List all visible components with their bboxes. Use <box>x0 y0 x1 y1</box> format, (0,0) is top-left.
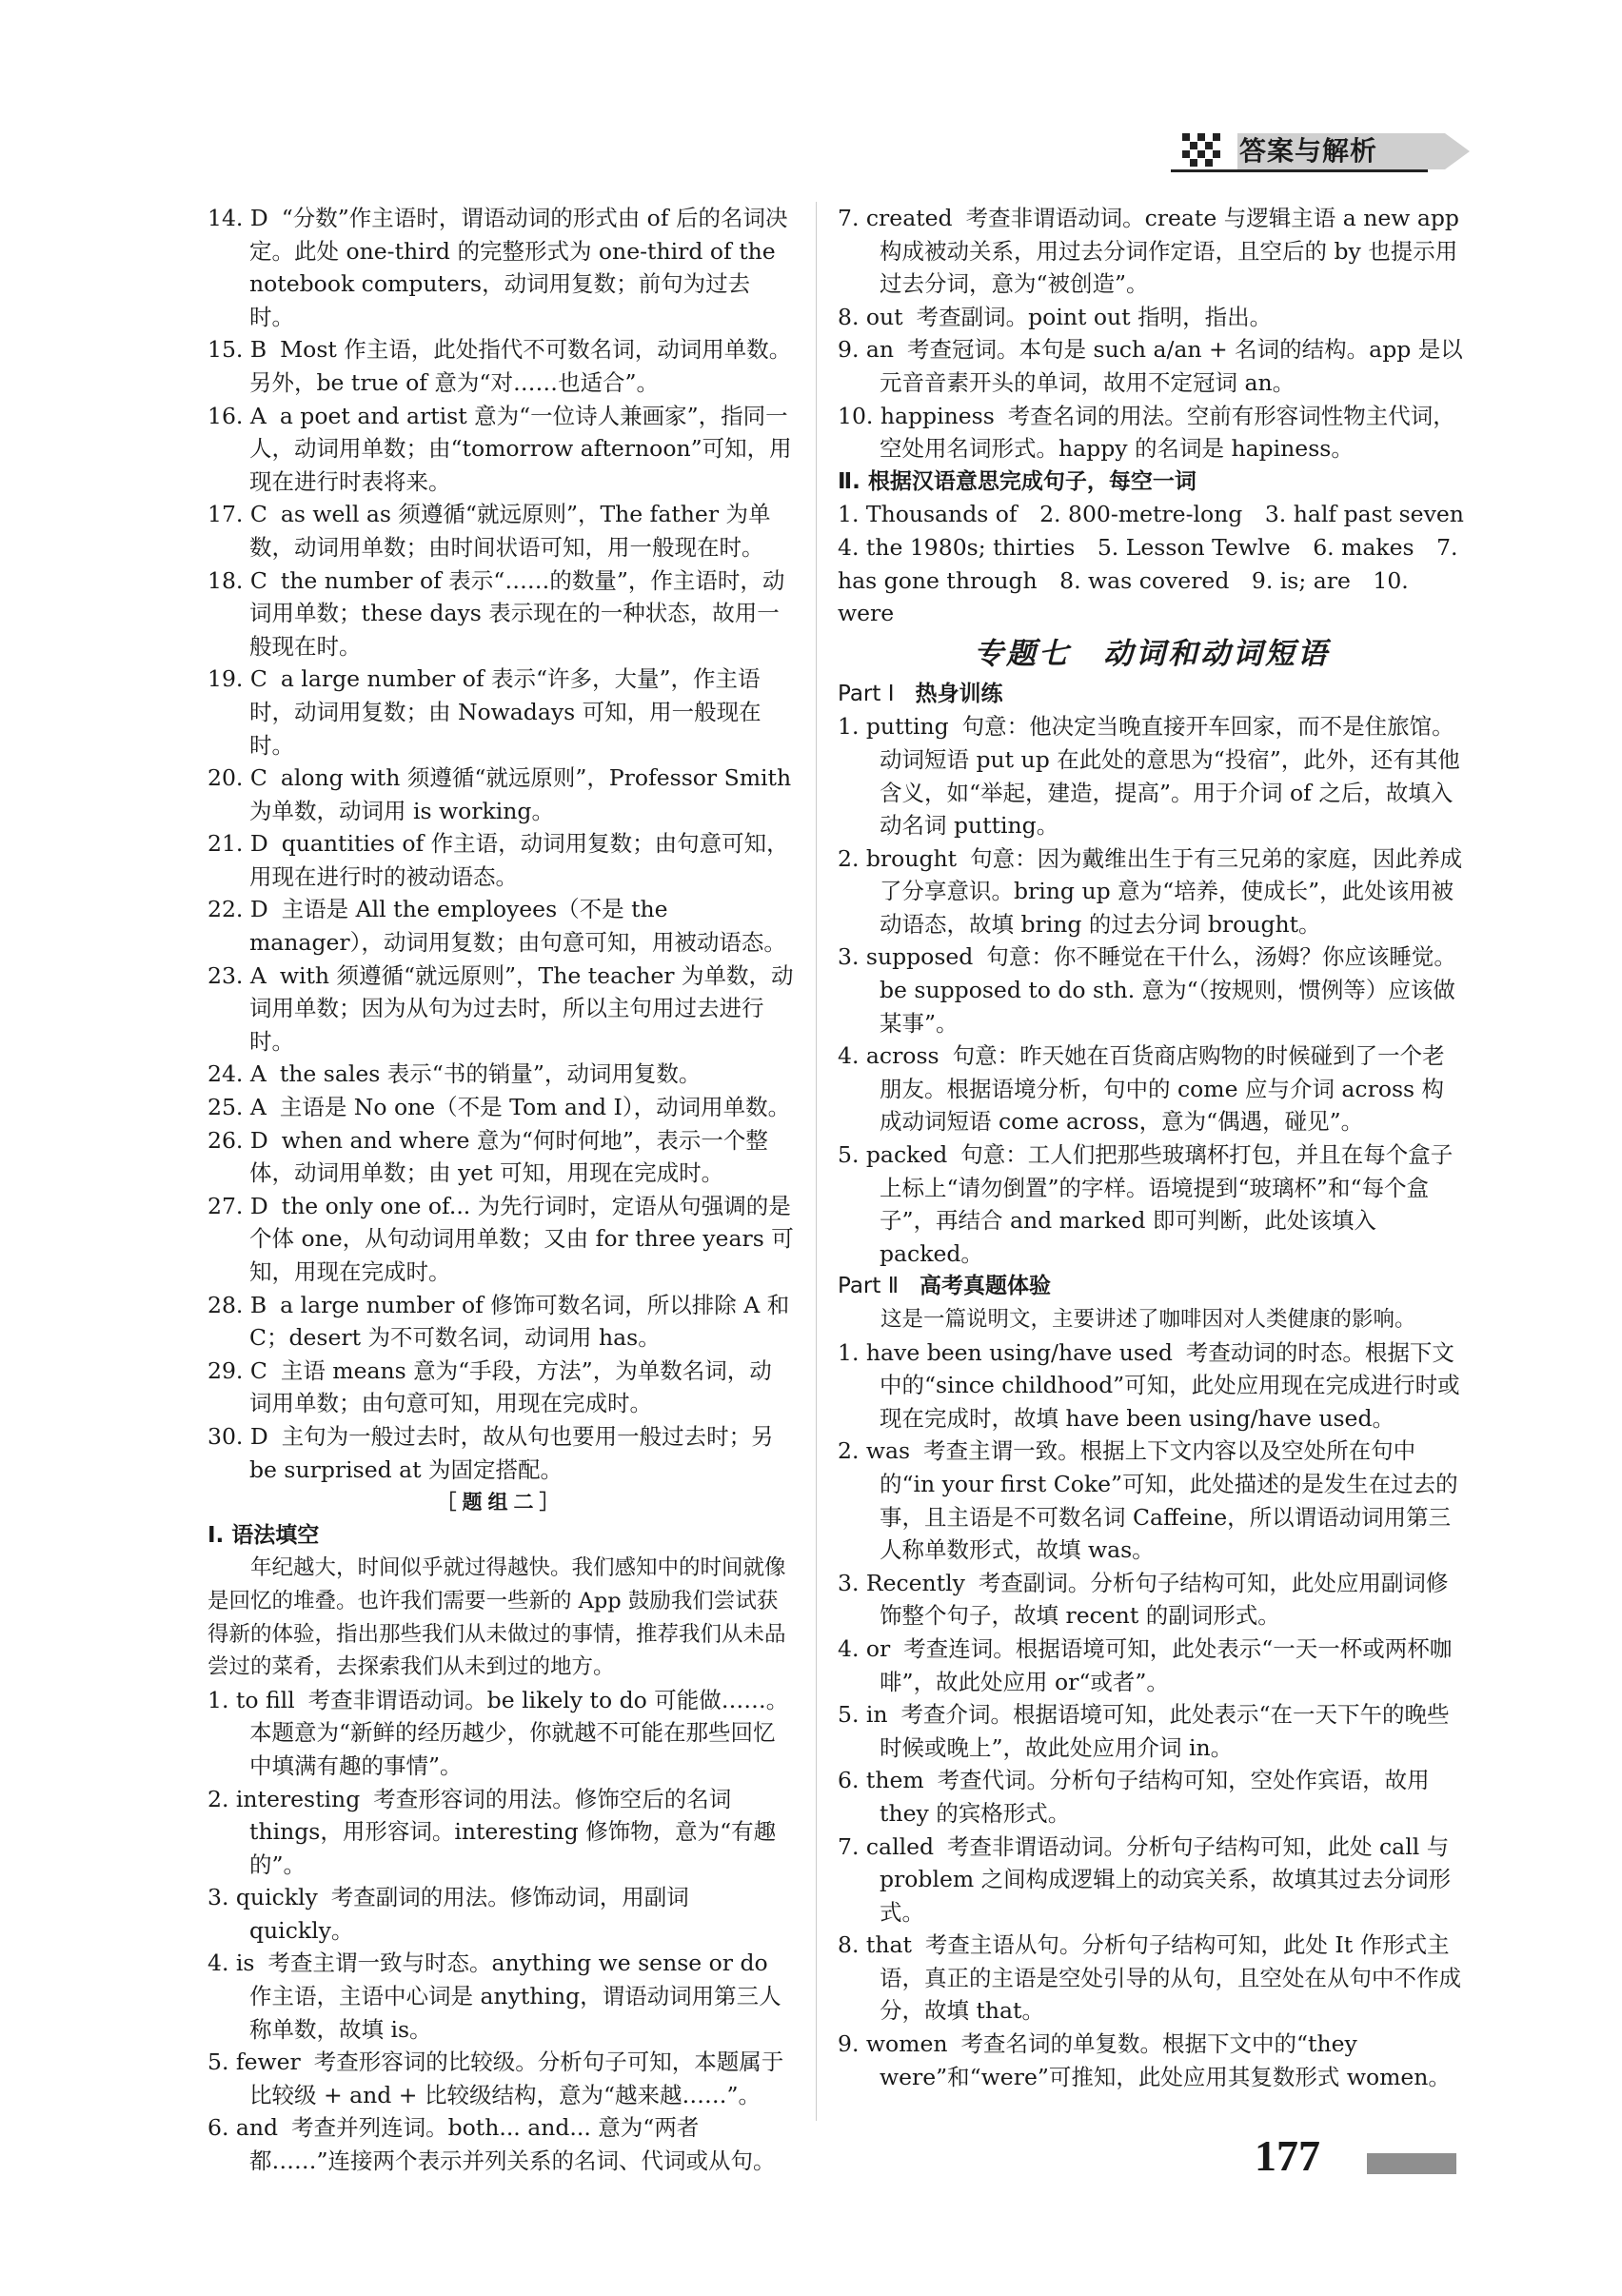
answer-explanation: as well as 须遵循“就远原则”，The father 为单数，动词用单数；由时间状语可知，用一般现在时。 <box>249 501 771 561</box>
completion-answers: 1. Thousands of 2. 800-metre-long 3. half past seven 4. the 1980s; thirties 5. Lesson Tewlve 6. makes 7. has gone through 8. was covered 9. is; are 10. were <box>838 501 1487 627</box>
answer-key: 21. D <box>208 830 268 858</box>
answer-item <box>208 827 794 893</box>
answer-item <box>838 1764 1466 1830</box>
answer-explanation: 考查并列连词。both... and... 意为“两者都……”连接两个表示并列关系的名词、代词或从句。 <box>249 2114 776 2175</box>
answer-explanation: the number of 表示“……的数量”，作主语时，动词用单数；these days 表示现在的一种状态，故用一般现在时。 <box>249 566 785 660</box>
answer-key: 18. C <box>208 566 267 594</box>
answer-key: 28. B <box>208 1291 267 1318</box>
answer-key: 29. C <box>208 1356 267 1384</box>
answer-item <box>208 1684 794 1783</box>
part-2-heading <box>838 1270 1466 1303</box>
answer-item <box>838 301 1466 334</box>
passage-summary: 年纪越大，时间似乎就过得越快。我们感知中的时间就像是回忆的堆叠。也许我们需要一些新的 App 鼓励我们尝试获得新的体验，指出那些我们从未做过的事情，推荐我们从未品尝过的菜肴，去探索我们从未到过的地方。 <box>208 1555 786 1680</box>
answer-item <box>838 333 1466 399</box>
answer-key: 6. and <box>208 2114 279 2142</box>
section-heading-completion: Ⅱ. 根据汉语意思完成句子，每空一词 <box>838 468 1197 494</box>
answer-key: 5. packed <box>838 1141 948 1169</box>
answer-key: 4. is <box>208 1950 255 1977</box>
answer-item <box>838 1698 1466 1764</box>
answer-item <box>838 1831 1466 1930</box>
answer-item <box>838 940 1466 1039</box>
answer-explanation: a large number of 表示“许多，大量”，作主语时，动词用复数；由 Nowadays 可知，用一般现在时。 <box>249 665 762 759</box>
answer-item <box>208 333 794 399</box>
answer-key: 15. B <box>208 336 267 364</box>
answer-key: 6. them <box>838 1767 924 1794</box>
answer-item <box>208 2046 794 2111</box>
answer-explanation: 主语是 All the employees（不是 the manager），动词用复数；由句意可知，用被动语态。 <box>249 896 786 957</box>
answer-item <box>208 1355 794 1420</box>
answer-item <box>838 1039 1466 1138</box>
answer-key: 4. or <box>838 1634 891 1662</box>
answer-explanation: 句意：昨天她在百货商店购物的时候碰到了一个老朋友。根据语境分析，句中的 come 应与介词 across 构成动词短语 come across，意为“偶遇，碰见”。 <box>880 1042 1445 1136</box>
answer-key: 22. D <box>208 896 268 923</box>
answer-explanation: when and where 意为“何时何地”，表示一个整体，动词用单数；由 yet 可知，用现在完成时。 <box>249 1126 768 1187</box>
answer-explanation: 考查形容词的比较级。分析句子可知，本题属于比较级 + and + 比较级结构，意为“越来越……”。 <box>249 2049 784 2108</box>
answer-explanation: quantities of 作主语，动词用复数；由句意可知，用现在进行时的被动语态。 <box>249 830 789 890</box>
answer-item <box>208 1190 794 1289</box>
section-heading-grammar: Ⅰ. 语法填空 <box>208 1522 320 1548</box>
answer-explanation: a large number of 修饰可数名词，所以排除 A 和 C；desert 为不可数名词，动词用 has。 <box>249 1291 790 1352</box>
answer-explanation: 主语 means 意为“手段，方法”，为单数名词，动词用单数；由句意可知，用现在完成时。 <box>249 1356 772 1417</box>
answer-explanation: 主语是 No one（不是 Tom and I），动词用单数。 <box>279 1094 791 1121</box>
answer-explanation: 考查副词。分析句子结构可知，此处应用副词修饰整个句子，故填 recent 的副词形式。 <box>880 1569 1449 1630</box>
answer-item <box>838 2028 1466 2093</box>
answer-item <box>838 1567 1466 1633</box>
part-2-label: Part Ⅱ <box>838 1274 900 1299</box>
answer-key: 26. D <box>208 1126 268 1154</box>
answer-explanation: 考查代词。分析句子结构可知，空处作宾语，故用 they 的宾格形式。 <box>880 1767 1430 1827</box>
header-rule <box>1171 169 1428 172</box>
answer-key: 4. across <box>838 1042 940 1070</box>
answer-explanation: 考查连词。根据语境可知，此处表示“一天一杯或两杯咖啡”，故此处应用 or“或者”。 <box>880 1634 1453 1695</box>
answer-explanation: along with 须遵循“就远原则”，Professor Smith 为单数，动词用 is working。 <box>249 764 792 824</box>
answer-explanation: the sales 表示“书的销量”，动词用复数。 <box>279 1060 702 1088</box>
answer-key: 3. supposed <box>838 943 974 971</box>
answer-key: 2. was <box>838 1437 911 1465</box>
answer-key: 17. C <box>208 501 267 528</box>
column-divider <box>816 202 817 2121</box>
answer-item <box>838 1633 1466 1698</box>
part-1-title: 热身训练 <box>915 681 1003 706</box>
answer-explanation: 考查冠词。本句是 such a/an + 名词的结构。app 是以元音音素开头的单词，故用不定冠词 an。 <box>880 336 1463 396</box>
answer-item <box>208 1881 794 1947</box>
answer-explanation: 考查非谓语动词。be likely to do 可能做……。本题意为“新鲜的经历越少，你就越不可能在那些回忆中填满有趣的事情”。 <box>249 1686 789 1779</box>
answer-explanation: 考查名词的单复数。根据下文中的“they were”和“were”可推知，此处应用其复数形式 women。 <box>880 2030 1451 2090</box>
answer-item <box>208 1420 794 1486</box>
answer-item <box>838 1929 1466 2028</box>
answer-key: 23. A <box>208 961 267 989</box>
answer-key: 9. an <box>838 336 895 364</box>
answer-explanation: 主句为一般过去时，故从句也要用一般过去时；另 be surprised at 为固定搭配。 <box>249 1422 774 1483</box>
header-title: 答案与解析 <box>1239 135 1378 167</box>
left-column <box>208 202 794 2178</box>
answer-list-3 <box>838 202 1466 465</box>
answer-key: 2. interesting <box>208 1785 361 1812</box>
part-1-heading <box>838 678 1466 711</box>
answer-key: 5. fewer <box>208 2049 301 2076</box>
answer-key: 5. in <box>838 1701 888 1729</box>
answer-explanation: 句意：因为戴维出生于有三兄弟的家庭，因此养成了分享意识。bring up 意为“培养，使成长”，此处该用被动语态，故填 bring 的过去分词 brought。 <box>880 844 1463 938</box>
answer-explanation: 考查主谓一致与时态。anything we sense or do 作主语，主语中心词是 anything，谓语动词用第三人称单数，故填 is。 <box>249 1950 781 2043</box>
answer-item <box>838 202 1466 301</box>
answer-explanation: 句意：你不睡觉在干什么，汤姆？你应该睡觉。be supposed to do sth. 意为“（按规则，惯例等）应该做某事”。 <box>880 943 1456 1037</box>
answer-explanation: 考查主语从句。分析句子结构可知，此处 It 作形式主语，真正的主语是空处引导的从句，且空处在从句中不作成分，故填 that。 <box>880 1931 1461 2025</box>
answer-key: 9. women <box>838 2030 948 2058</box>
answer-item <box>838 400 1466 465</box>
answer-item <box>838 1336 1466 1435</box>
answer-item <box>208 1947 794 2046</box>
answer-item <box>208 1124 794 1190</box>
answer-key: 1. to fill <box>208 1686 295 1713</box>
answer-explanation: with 须遵循“就远原则”，The teacher 为单数，动词用单数；因为从句为过去时，所以主句用过去进行时。 <box>249 961 794 1055</box>
answer-key: 3. Recently <box>838 1569 965 1596</box>
answer-explanation: Most 作主语，此处指代不可数名词，动词用单数。另外，be true of 意为“对……也适合”。 <box>249 336 792 396</box>
answer-item <box>208 400 794 499</box>
answer-item <box>208 762 794 827</box>
answer-key: 2. brought <box>838 844 958 872</box>
answer-explanation: 句意：工人们把那些玻璃杯打包，并且在每个盒子上标上“请勿倒置”的字样。语境提到“玻璃杯”和“每个盒子”，再结合 and marked 即可判断，此处该填入 packed。 <box>880 1141 1454 1267</box>
answer-key: 10. happiness <box>838 402 995 429</box>
answer-item <box>208 202 794 333</box>
answer-item <box>838 842 1466 941</box>
answer-list-4 <box>838 710 1466 1270</box>
answer-explanation: 考查非谓语动词。分析句子结构可知，此处 call 与 problem 之间构成逻辑上的动宾关系，故填其过去分词形式。 <box>880 1832 1452 1926</box>
answer-explanation: 考查介词。根据语境可知，此处表示“在一天下午的晚些时候或晚上”，故此处应用介词 in。 <box>880 1701 1450 1761</box>
right-column <box>838 202 1487 2093</box>
answer-item <box>208 1091 794 1124</box>
part-1-label: Part Ⅰ <box>838 681 895 706</box>
answer-key: 25. A <box>208 1094 267 1121</box>
page-number-bar <box>1367 2153 1456 2174</box>
answer-key: 16. A <box>208 402 267 429</box>
topic-title: 专题七 动词和动词短语 <box>974 636 1330 671</box>
passage-summary-2: 这是一篇说明文，主要讲述了咖啡因对人类健康的影响。 <box>880 1307 1416 1332</box>
answer-item <box>838 1435 1466 1566</box>
answer-list-2 <box>208 1684 794 2178</box>
answer-key: 14. D <box>208 205 268 231</box>
answer-key: 1. putting <box>838 713 949 741</box>
group-label: ［题组二］ <box>436 1491 565 1514</box>
answer-explanation: 考查动词的时态。根据下文中的“since childhood”可知，此处应用现在完成进行时或现在完成时，故填 have been using/have used。 <box>880 1338 1460 1432</box>
answer-explanation: 句意：他决定当晚直接开车回家，而不是住旅馆。动词短语 put up 在此处的意思为“投宿”，此外，还有其他含义，如“举起，建造，提高”。用于介词 of 之后，故填入动名词 putting。 <box>880 713 1460 840</box>
answer-explanation: 考查副词的用法。修饰动词，用副词 quickly。 <box>249 1884 689 1944</box>
answer-item <box>838 710 1466 841</box>
answer-explanation: 考查非谓语动词。create 与逻辑主语 a new app 构成被动关系，用过去分词作定语，且空后的 by 也提示用过去分词，意为“被创造”。 <box>880 205 1459 298</box>
answer-item <box>208 960 794 1059</box>
page-number: 177 <box>1255 2131 1320 2180</box>
part-2-title: 高考真题体验 <box>920 1274 1052 1299</box>
answer-item <box>208 2111 794 2177</box>
answer-item <box>208 1289 794 1355</box>
answer-item <box>838 1138 1466 1270</box>
answer-item <box>208 893 794 959</box>
answer-key: 1. have been using/have used <box>838 1338 1173 1366</box>
answer-explanation: 考查主谓一致。根据上下文内容以及空处所在句中的“in your first Coke”可知，此处描述的是发生在过去的事，且主语是不可数名词 Caffeine，所以谓语动词用第三人称单数形式，故填 was。 <box>880 1437 1458 1564</box>
answer-list-1 <box>208 202 794 1486</box>
answer-item <box>208 498 794 564</box>
answer-key: 7. called <box>838 1832 935 1860</box>
header-pattern-icon <box>1182 133 1224 168</box>
answer-key: 19. C <box>208 665 267 693</box>
answer-key: 20. C <box>208 764 267 792</box>
answer-key: 27. D <box>208 1192 268 1219</box>
answer-key: 7. created <box>838 205 953 231</box>
answer-item <box>208 663 794 762</box>
answer-explanation: 考查形容词的用法。修饰空后的名词 things，用形容词。interesting 修饰物，意为“有趣的”。 <box>249 1785 777 1878</box>
answer-item <box>208 1783 794 1882</box>
answer-list-5 <box>838 1336 1466 2094</box>
answer-explanation: “分数”作主语时，谓语动词的形式由 of 后的名词决定。此处 one-third 的完整形式为 one-third of the notebook computers，动词用复数；前句为过去时。 <box>249 205 788 330</box>
answer-key: 30. D <box>208 1422 268 1450</box>
answer-key: 8. that <box>838 1931 912 1959</box>
answer-item <box>208 1058 794 1091</box>
answer-explanation: 考查副词。point out 指明，指出。 <box>916 303 1273 330</box>
answer-explanation: a poet and artist 意为“一位诗人兼画家”，指同一人，动词用单数；由“tomorrow afternoon”可知，用现在进行时表将来。 <box>249 402 792 495</box>
answer-key: 3. quickly <box>208 1884 318 1911</box>
answer-item <box>208 564 794 663</box>
answer-explanation: the only one of... 为先行词时，定语从句强调的是个体 one，从句动词用单数；又由 for three years 可知，用现在完成时。 <box>249 1192 794 1285</box>
answer-key: 24. A <box>208 1060 267 1088</box>
answer-explanation: 考查名词的用法。空前有形容词性物主代词，空处用名词形式。happy 的名词是 hapiness。 <box>880 402 1455 463</box>
answer-key: 8. out <box>838 303 903 330</box>
